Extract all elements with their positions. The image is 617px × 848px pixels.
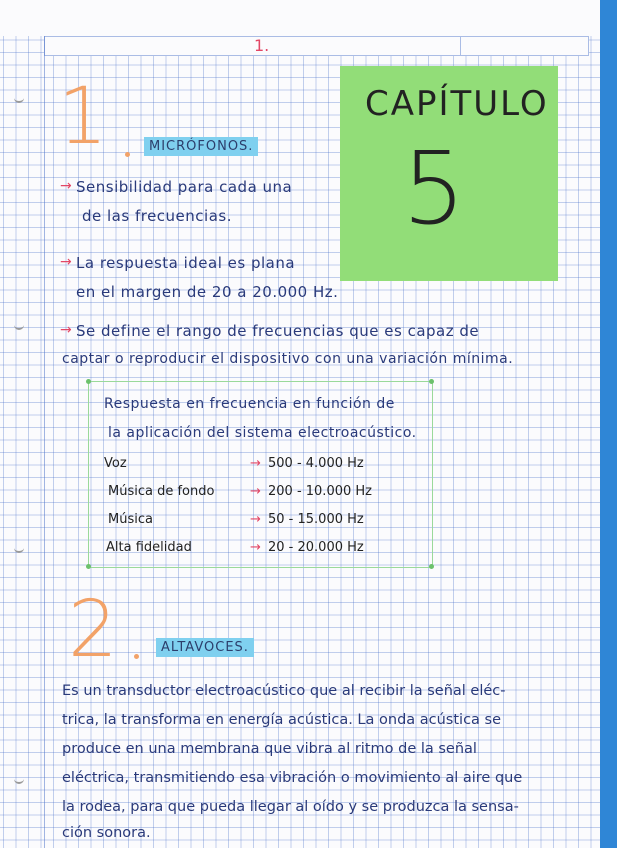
corner-dot: [86, 379, 91, 384]
table-heading-line: Respuesta en frecuencia en función de: [104, 396, 395, 412]
arrow-icon: →: [250, 484, 261, 499]
paragraph-line: la rodea, para que pueda llegar al oído y se produzca la sensa-: [62, 799, 519, 815]
section-number-1: 1: [58, 72, 108, 162]
table-row-value: 500 - 4.000 Hz: [268, 456, 364, 471]
section-title-altavoces: ALTAVOCES.: [156, 638, 254, 657]
bullet-arrow-icon: →: [60, 178, 72, 194]
table-row-label: Alta fidelidad: [106, 540, 192, 555]
paragraph-line: Es un transductor electroacústico que al recibir la señal eléc-: [62, 683, 506, 699]
table-row-label: Música de fondo: [108, 484, 215, 499]
section-number-2: 2: [68, 585, 118, 675]
section-dot: [125, 152, 130, 157]
paragraph-line: trica, la transforma en energía acústica. La onda acústica se: [62, 712, 502, 728]
corner-dot: [429, 379, 434, 384]
table-row-value: 50 - 15.000 Hz: [268, 512, 364, 527]
paragraph-line: eléctrica, transmitiendo esa vibración o movimiento al aire que: [62, 770, 523, 786]
bullet-line: captar o reproducir el dispositivo con una variación mínima.: [62, 351, 514, 367]
left-margin-line: [44, 36, 45, 848]
section-title-microfonos: MICRÓFONOS.: [144, 137, 258, 156]
table-row-label: Música: [108, 512, 153, 527]
table-row-value: 200 - 10.000 Hz: [268, 484, 372, 499]
table-heading-line: la aplicación del sistema electroacústico.: [108, 425, 417, 441]
bullet-line: en el margen de 20 a 20.000 Hz.: [76, 283, 339, 301]
corner-dot: [429, 564, 434, 569]
bullet-line: Sensibilidad para cada una: [76, 178, 293, 196]
corner-dot: [86, 564, 91, 569]
arrow-icon: →: [250, 540, 261, 555]
bullet-arrow-icon: →: [60, 322, 72, 338]
bullet-line: La respuesta ideal es plana: [76, 254, 296, 272]
bullet-line: Se define el rango de frecuencias que es capaz de: [76, 322, 480, 340]
page-number: 1.: [254, 36, 270, 55]
page-top-margin: [0, 0, 600, 36]
arrow-icon: →: [250, 512, 261, 527]
table-row-value: 20 - 20.000 Hz: [268, 540, 364, 555]
bullet-line: de las frecuencias.: [82, 207, 232, 225]
section-dot: [134, 654, 139, 659]
chapter-title: CAPÍTULO: [365, 84, 549, 124]
chapter-number: 5: [402, 130, 466, 247]
paragraph-line: produce en una membrana que vibra al ritmo de la señal: [62, 741, 477, 757]
bullet-arrow-icon: →: [60, 254, 72, 270]
table-row-label: Voz: [104, 456, 127, 471]
page-header-box: [44, 36, 589, 56]
binder-edge: [600, 0, 617, 848]
paragraph-line: ción sonora.: [62, 825, 151, 841]
arrow-icon: →: [250, 456, 261, 471]
